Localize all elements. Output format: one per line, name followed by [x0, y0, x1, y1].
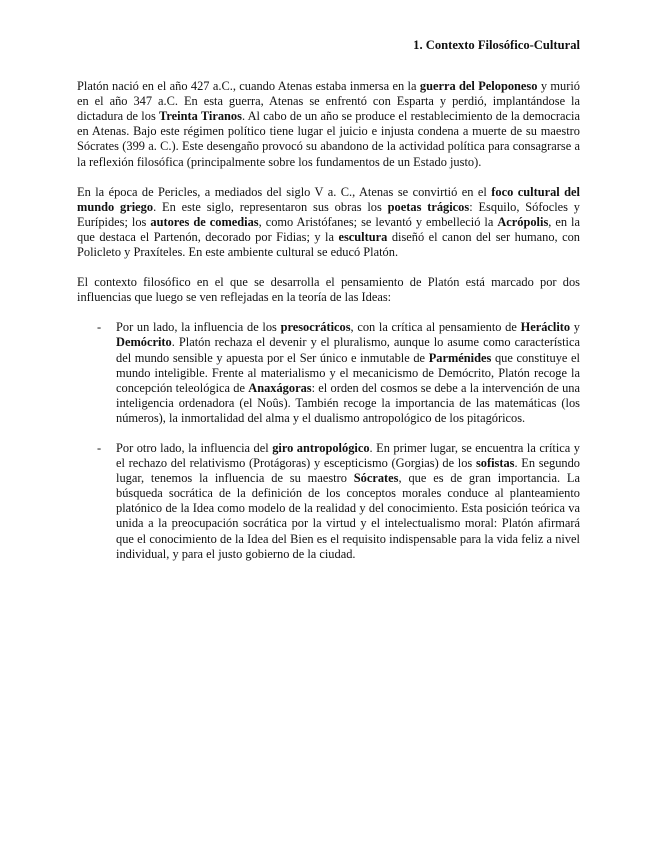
list-bullet: -	[97, 320, 102, 335]
term-thirty-tyrants: Treinta Tiranos	[159, 109, 242, 124]
paragraph-birth-context: Platón nació en el año 427 a.C., cuando Atenas estaba inmersa en la guerra del Peloponeso y murió en el año 347 a.C. En esta guerra, Atenas se enfrentó con Esparta y perdió, implantándose la dictadura de los Treinta Tiranos. Al cabo de un año se produce el restablecimiento de la democracia en Atenas. Bajo este régimen político tiene lugar el juicio e injusta condena a muerte de su maestro Sócrates (399 a. C.). Este desengaño provocó su abandono de la actividad política para consagrarse a la reflexión filosófica (principalmente sobre los fundamentos de un Estado justo).	[77, 79, 580, 169]
term-peloponnesian-war: guerra del Peloponeso	[419, 79, 538, 94]
term-parmenides: Parménides	[428, 350, 492, 365]
term-sculpture: escultura	[338, 229, 388, 244]
term-presocratics: presocráticos	[280, 320, 351, 335]
list-item-anthropological-turn: - Por otro lado, la influencia del giro antropológico. En primer lugar, se encuentra la crítica y el rechazo del relativismo (Protágoras) y escepticismo (Gorgias) de los sofistas. En segundo lugar, tenemos la influencia de su maestro Sócrates, que es de gran importancia. La búsqueda socrática de la definición de los conceptos morales conduce al planteamiento platónico de la Idea como modelo de la realidad y del conocimiento. Esta posición teórica va unida a la preocupación socrática por la virtud y el intelectualismo moral: Platón afirmará que el conocimiento de la Idea del Bien es el requisito indispensable para la vida feliz a nivel individual, y para el justo gobierno de la ciudad.	[97, 440, 581, 561]
influences-list	[77, 320, 580, 561]
paragraph-philosophical-context: El contexto filosófico en el que se desarrolla el pensamiento de Platón está marcado por dos influencias que luego se ven reflejadas en la teoría de las Ideas:	[77, 275, 580, 305]
term-tragic-poets: poetas trágicos	[387, 199, 470, 214]
term-sophists: sofistas	[475, 456, 515, 471]
paragraph-pericles-era: En la época de Pericles, a mediados del siglo V a. C., Atenas se convirtió en el foco cultural del mundo griego. En este siglo, representaron sus obras los poetas trágicos: Esquilo, Sófocles y Eurípides; los autores de comedias, como Aristófanes; se levantó y embelleció la Acrópolis, en la que destaca el Partenón, decorado por Fidias; y la escultura diseñó el canon del ser humano, con Policleto y Praxíteles. En este ambiente cultural se educó Platón.	[77, 184, 581, 260]
term-socrates: Sócrates	[353, 471, 399, 486]
term-anaxagoras: Anaxágoras	[248, 380, 312, 395]
term-comedy-authors: autores de comedias	[150, 214, 259, 229]
term-anthropological-turn: giro antropológico	[272, 440, 370, 455]
term-democritus: Demócrito	[116, 335, 172, 350]
term-acropolis: Acrópolis	[497, 214, 549, 229]
term-heraclitus: Heráclito	[520, 320, 571, 335]
term-cultural-focus: foco cultural del mundo griego	[77, 184, 580, 214]
list-item-presocratics: - Por un lado, la influencia de los presocráticos, con la crítica al pensamiento de Heráclito y Demócrito. Platón rechaza el devenir y el pluralismo, aunque lo asume como característica del mundo sensible y apuesta por el Ser único e inmutable de Parménides que constituye el mundo inteligible. Frente al materialismo y el mecanicismo de Demócrito, Platón recoge la concepción teleológica de Anaxágoras: el orden del cosmos se debe a la intervención de una inteligencia ordenadora (el Noûs). También recoge la importancia de las matemáticas (los números), la inmortalidad del alma y el dualismo antropológico de los pitagóricos.	[97, 320, 581, 425]
list-bullet: -	[97, 440, 102, 455]
section-heading: 1. Contexto Filosófico-Cultural	[413, 38, 580, 52]
